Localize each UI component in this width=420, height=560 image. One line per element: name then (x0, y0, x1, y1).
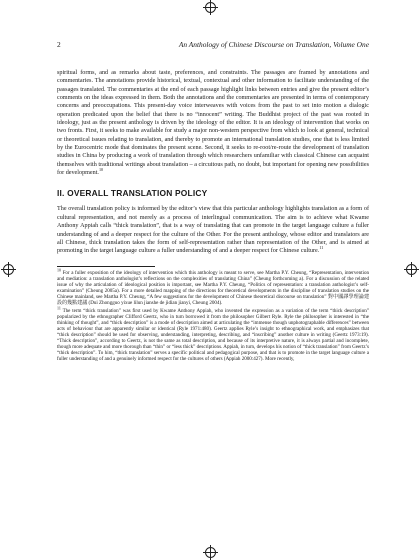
footnote-mark: 10 (57, 266, 61, 272)
section-heading: II. OVERALL TRANSLATION POLICY (57, 188, 208, 199)
registration-mark-left (3, 264, 14, 275)
footnote-text: For a fuller exposition of the ideology of intervention which this anthology is meant to serve, see Martha P.Y. Cheung, “Representation, intervention and mediation: a translation anthologist’s reflections on the complexities of translating China” (Cheung forthcoming a). For a discussion of the related issue of why the articulation of ideological position is important, see Martha P.Y. Cheung, “Politics of representation: a translation anthologist’s self-examination” (Cheung 2005a). For a more detailed mapping of the directions for theoretical developments in the discipline of translation studies on the Chinese mainland, see Martha P.Y. Cheung, “A few suggestions for the development of Chinese theoretical discourse on translation” 對中國譯學理論建設的幾點建議 (Dui Zhongguo yixue lilun jianshe de jidian jianyi, Cheung 2004). (57, 269, 369, 306)
footnote-ref-11[interactable]: 11 (319, 245, 324, 251)
footnote-ref-10[interactable]: 10 (98, 167, 104, 173)
book-page (57, 40, 369, 364)
footnote-10 (57, 266, 369, 306)
footnote-rule (57, 266, 155, 267)
body-paragraph-1 (57, 69, 369, 177)
registration-mark-top (205, 2, 216, 13)
footnote-11 (57, 305, 369, 363)
running-title: An Anthology of Chinese Discourse on Translation, Volume One (178, 40, 369, 49)
registration-mark-bottom (205, 547, 216, 558)
running-header (57, 40, 369, 49)
body-paragraph-2-text: The overall translation policy is informed by the editor’s view that this particular anthology highlights translation as a form of cultural representation, and not merely as a process of interlingual communication. The aim is to achieve what Kwame Anthony Appiah calls “thick translation”, that is a way of translating that can promote in the target language culture a fuller understanding of and a deeper respect for the culture of the Other. For the present anthology, whose editor and translators are all Chinese, thick translation takes the form of self-representation rather than representation of the Other, and is aimed at promoting in the target language culture a fuller understanding of and a deeper respect for Chinese culture. (57, 206, 369, 255)
registration-mark-right (406, 264, 417, 275)
body-paragraph-1-text: spiritual forms, and as remarks about taste, preferences, and constraints. The passages are framed by annotations and commentaries. The annotations provide historical, textual, contextual and other information to facilitate understanding of the passages translated. The commentaries at the end of each passage highlight links between entries and give the present editor’s comments on the ideas expressed in them. Both the annotations and the commentaries are presented in terms of contemporary concerns and preoccupations. This present-day voice interweaves with voices from the past to set into motion a dialogic operation predicated upon the belief that there is no “innocent” writing. The Buddhist project of the past was rooted in ideology, just as the present anthology is driven by the ideology of the editor. It is an ideology of intervention that works on two fronts. First, it seeks to make available for study a major non-western perspective from which to look at general, technical or theoretical issues relating to translation, and thereby to promote an international translation studies, one that is less limited by the Eurocentric mode that dominates the present scene. Second, it seeks to re-root/re-route the development of translation studies in China by producing a work of translation through which researchers unfamiliar with classical Chinese can acquaint themselves with traditional writings about translation – a circuitous path, no doubt, but important for opening new possibilities for development. (57, 70, 369, 177)
page-number: 2 (57, 40, 61, 49)
footnote-text: The term “thick translation” was first used by Kwame Anthony Appiah, who invented the expression as a variation of the term “thick description” popularized by the ethnographer Clifford Geertz, who in turn borrowed it from the philosopher Gilbert Ryle. Ryle the philosopher is interested in “the thinking of thought”, and “thick description” is a mode of description aimed at articulating the “immense though unphotographable differences” between acts of behaviour that are apparently similar or identical (Ryle 1971:480). Geertz applies Ryle’s insight to ethnographical work, and emphasizes that “thick description” should be used for observing, understanding, interpreting, describing, and “inscribing” another culture in writing (Geertz 1973:19). “Thick description”, according to Geertz, is not the same as total description, and because of its interpretive nature, it is always partial and incomplete, though more adequate and more thorough than “thin” or “less thick” descriptions. Appiah, in turn, develops his notion of “thick translation” from Geertz’s “thick description”. To him, “thick translation” serves a specific political and pedagogical purpose, and that is to promote in the target language culture a fuller understanding of and a genuinely informed respect for the cultures of others (Appiah 2000:427). More recently, (57, 307, 369, 363)
footnote-mark: 11 (57, 305, 61, 311)
body-paragraph-2 (57, 205, 369, 255)
